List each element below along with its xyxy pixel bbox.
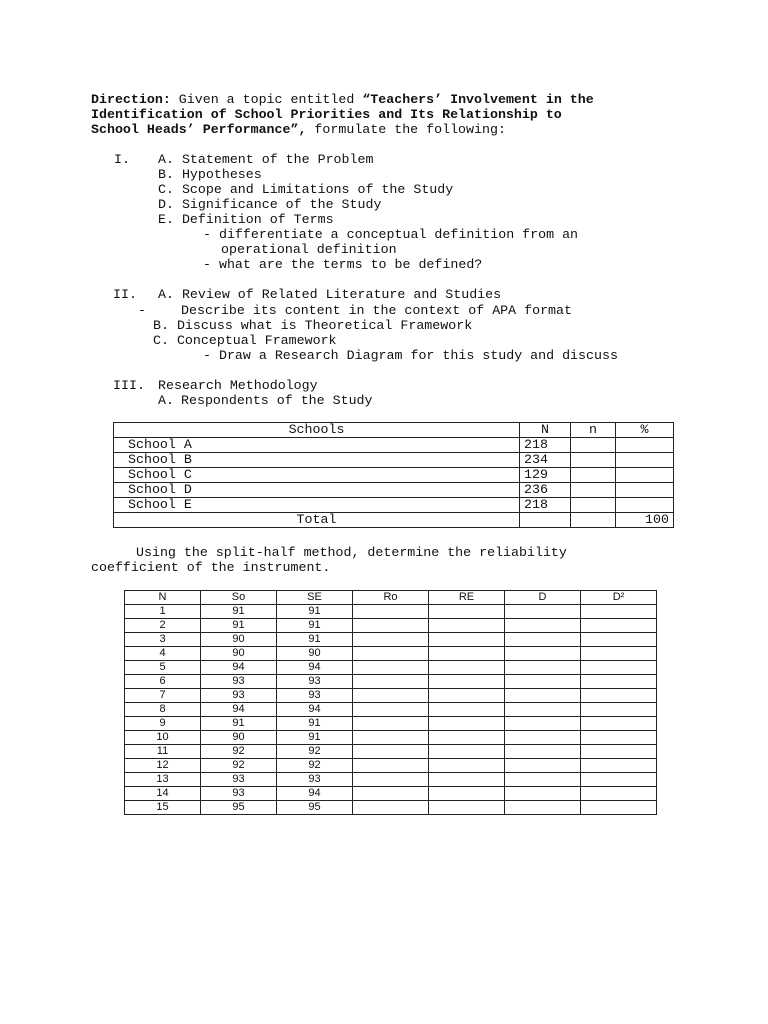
rank-difference xyxy=(505,759,581,773)
score-odd: 93 xyxy=(201,689,277,703)
rank-difference xyxy=(505,675,581,689)
rank-odd xyxy=(353,675,429,689)
rank-even xyxy=(429,801,505,815)
rank-even xyxy=(429,703,505,717)
difference-squared xyxy=(581,773,657,787)
total-row xyxy=(114,513,674,528)
school-percent xyxy=(616,453,674,468)
header-d-squared: D² xyxy=(581,591,657,605)
score-even: 94 xyxy=(277,703,353,717)
difference-squared xyxy=(581,689,657,703)
difference-squared xyxy=(581,661,657,675)
section-3-item-a-letter: A. xyxy=(158,393,174,408)
rank-odd xyxy=(353,801,429,815)
rank-even xyxy=(429,619,505,633)
rank-difference xyxy=(505,605,581,619)
school-population: 218 xyxy=(520,498,571,513)
row-number: 5 xyxy=(125,661,201,675)
difference-squared xyxy=(581,605,657,619)
row-number: 6 xyxy=(125,675,201,689)
table-row xyxy=(114,453,674,468)
difference-squared xyxy=(581,731,657,745)
score-even: 95 xyxy=(277,801,353,815)
school-name: School D xyxy=(114,483,520,498)
score-even: 91 xyxy=(277,633,353,647)
score-odd: 95 xyxy=(201,801,277,815)
school-name: School A xyxy=(114,438,520,453)
section-1-item-e: E. Definition of Terms xyxy=(158,212,334,227)
rank-odd xyxy=(353,717,429,731)
rank-even xyxy=(429,689,505,703)
school-sample xyxy=(571,468,616,483)
school-name: School B xyxy=(114,453,520,468)
school-sample xyxy=(571,438,616,453)
score-odd: 90 xyxy=(201,647,277,661)
score-even: 93 xyxy=(277,689,353,703)
school-percent xyxy=(616,468,674,483)
rank-difference xyxy=(505,647,581,661)
table-row xyxy=(125,731,657,745)
score-even: 90 xyxy=(277,647,353,661)
score-odd: 93 xyxy=(201,675,277,689)
reliability-line-2: coefficient of the instrument. xyxy=(91,560,331,575)
school-percent xyxy=(616,438,674,453)
direction-label: Direction: xyxy=(91,92,171,107)
difference-squared xyxy=(581,787,657,801)
table-row xyxy=(125,689,657,703)
header-n: N xyxy=(125,591,201,605)
rank-difference xyxy=(505,717,581,731)
header-ro: Ro xyxy=(353,591,429,605)
rank-even xyxy=(429,787,505,801)
section-2-sub: - Draw a Research Diagram for this study and discuss xyxy=(203,348,618,363)
table-row xyxy=(125,773,657,787)
rank-odd xyxy=(353,703,429,717)
rank-odd xyxy=(353,759,429,773)
section-3-numeral: III. xyxy=(113,378,145,393)
difference-squared xyxy=(581,801,657,815)
table-row xyxy=(125,703,657,717)
table-row xyxy=(125,647,657,661)
section-1-item-d: D. Significance of the Study xyxy=(158,197,382,212)
school-population: 129 xyxy=(520,468,571,483)
rank-even xyxy=(429,731,505,745)
table-row xyxy=(114,438,674,453)
reliability-line-1: Using the split-half method, determine the reliability xyxy=(136,545,567,560)
section-2-numeral: II. xyxy=(113,287,137,302)
school-population: 218 xyxy=(520,438,571,453)
respondents-table xyxy=(113,422,674,528)
rank-even xyxy=(429,745,505,759)
section-1-sub-1-line-2: operational definition xyxy=(221,242,397,257)
score-even: 92 xyxy=(277,759,353,773)
difference-squared xyxy=(581,703,657,717)
score-odd: 91 xyxy=(201,605,277,619)
rank-difference xyxy=(505,661,581,675)
rank-odd xyxy=(353,605,429,619)
score-odd: 92 xyxy=(201,759,277,773)
total-label: Total xyxy=(114,513,520,528)
section-3-title: Research Methodology xyxy=(158,378,318,393)
rank-even xyxy=(429,717,505,731)
score-even: 91 xyxy=(277,605,353,619)
table-row xyxy=(125,619,657,633)
difference-squared xyxy=(581,675,657,689)
rank-difference xyxy=(505,619,581,633)
table-row xyxy=(114,468,674,483)
row-number: 10 xyxy=(125,731,201,745)
row-number: 3 xyxy=(125,633,201,647)
school-population: 234 xyxy=(520,453,571,468)
table-row xyxy=(125,605,657,619)
header-re: RE xyxy=(429,591,505,605)
rank-even xyxy=(429,773,505,787)
section-1-item-a: A. Statement of the Problem xyxy=(158,152,374,167)
section-2-bullet: - xyxy=(138,303,146,318)
row-number: 2 xyxy=(125,619,201,633)
school-name: School E xyxy=(114,498,520,513)
score-even: 94 xyxy=(277,787,353,801)
school-percent xyxy=(616,483,674,498)
score-odd: 92 xyxy=(201,745,277,759)
rank-difference xyxy=(505,801,581,815)
section-3-item-a-text: Respondents of the Study xyxy=(181,393,373,408)
section-2-item-b: B. Discuss what is Theoretical Framework xyxy=(153,318,473,333)
header-percent: % xyxy=(616,423,674,438)
header-sample: n xyxy=(571,423,616,438)
table-row xyxy=(125,787,657,801)
rank-even xyxy=(429,759,505,773)
score-odd: 93 xyxy=(201,787,277,801)
split-header-row xyxy=(125,591,657,605)
rank-difference xyxy=(505,745,581,759)
school-sample xyxy=(571,483,616,498)
table-row xyxy=(125,745,657,759)
rank-difference xyxy=(505,731,581,745)
rank-odd xyxy=(353,633,429,647)
rank-difference xyxy=(505,703,581,717)
rank-difference xyxy=(505,633,581,647)
header-se: SE xyxy=(277,591,353,605)
section-1-sub-2: - what are the terms to be defined? xyxy=(203,257,483,272)
score-odd: 94 xyxy=(201,661,277,675)
rank-odd xyxy=(353,647,429,661)
rank-odd xyxy=(353,619,429,633)
rank-difference xyxy=(505,787,581,801)
rank-odd xyxy=(353,689,429,703)
respondents-header-row xyxy=(114,423,674,438)
table-row xyxy=(125,675,657,689)
score-odd: 90 xyxy=(201,633,277,647)
difference-squared xyxy=(581,759,657,773)
total-sample xyxy=(571,513,616,528)
direction-intro: Given a topic entitled xyxy=(170,92,363,107)
difference-squared xyxy=(581,633,657,647)
table-row xyxy=(125,661,657,675)
rank-even xyxy=(429,661,505,675)
section-2-item-a: A. Review of Related Literature and Studies xyxy=(158,287,502,302)
score-even: 94 xyxy=(277,661,353,675)
row-number: 14 xyxy=(125,787,201,801)
score-odd: 91 xyxy=(201,619,277,633)
direction-suffix: formulate the following: xyxy=(306,122,506,137)
total-population xyxy=(520,513,571,528)
score-odd: 91 xyxy=(201,717,277,731)
split-half-table xyxy=(124,590,657,815)
total-percent: 100 xyxy=(616,513,674,528)
score-odd: 93 xyxy=(201,773,277,787)
table-row xyxy=(125,633,657,647)
row-number: 12 xyxy=(125,759,201,773)
table-row xyxy=(114,483,674,498)
rank-odd xyxy=(353,731,429,745)
score-odd: 94 xyxy=(201,703,277,717)
difference-squared xyxy=(581,647,657,661)
section-1-item-c: C. Scope and Limitations of the Study xyxy=(158,182,454,197)
row-number: 1 xyxy=(125,605,201,619)
section-2-item-c: C. Conceptual Framework xyxy=(153,333,337,348)
difference-squared xyxy=(581,717,657,731)
score-even: 93 xyxy=(277,773,353,787)
difference-squared xyxy=(581,745,657,759)
topic-line-2: Identification of School Priorities and Its Relationship to xyxy=(91,107,562,122)
rank-difference xyxy=(505,689,581,703)
row-number: 8 xyxy=(125,703,201,717)
row-number: 9 xyxy=(125,717,201,731)
topic-line-3: School Heads’ Performance”, xyxy=(91,122,307,137)
table-row xyxy=(125,717,657,731)
score-even: 91 xyxy=(277,619,353,633)
score-even: 91 xyxy=(277,731,353,745)
score-odd: 90 xyxy=(201,731,277,745)
school-sample xyxy=(571,498,616,513)
school-sample xyxy=(571,453,616,468)
table-row xyxy=(125,759,657,773)
rank-even xyxy=(429,647,505,661)
section-1-sub-1-line-1: - differentiate a conceptual definition from an xyxy=(203,227,579,242)
header-so: So xyxy=(201,591,277,605)
direction-paragraph xyxy=(91,92,681,137)
school-population: 236 xyxy=(520,483,571,498)
row-number: 13 xyxy=(125,773,201,787)
section-2-bullet-text: Describe its content in the context of APA format xyxy=(181,303,572,318)
rank-even xyxy=(429,633,505,647)
header-population: N xyxy=(520,423,571,438)
row-number: 15 xyxy=(125,801,201,815)
school-name: School C xyxy=(114,468,520,483)
table-row xyxy=(114,498,674,513)
score-even: 91 xyxy=(277,717,353,731)
rank-even xyxy=(429,675,505,689)
table-row xyxy=(125,801,657,815)
row-number: 11 xyxy=(125,745,201,759)
rank-difference xyxy=(505,773,581,787)
difference-squared xyxy=(581,619,657,633)
section-1-numeral: I. xyxy=(114,152,130,167)
header-d: D xyxy=(505,591,581,605)
header-schools: Schools xyxy=(114,423,520,438)
rank-odd xyxy=(353,773,429,787)
rank-odd xyxy=(353,661,429,675)
section-1-item-b: B. Hypotheses xyxy=(158,167,262,182)
score-even: 93 xyxy=(277,675,353,689)
rank-even xyxy=(429,605,505,619)
score-even: 92 xyxy=(277,745,353,759)
school-percent xyxy=(616,498,674,513)
topic-line-1: “Teachers’ Involvement in the xyxy=(362,92,594,107)
row-number: 4 xyxy=(125,647,201,661)
rank-odd xyxy=(353,745,429,759)
rank-odd xyxy=(353,787,429,801)
row-number: 7 xyxy=(125,689,201,703)
